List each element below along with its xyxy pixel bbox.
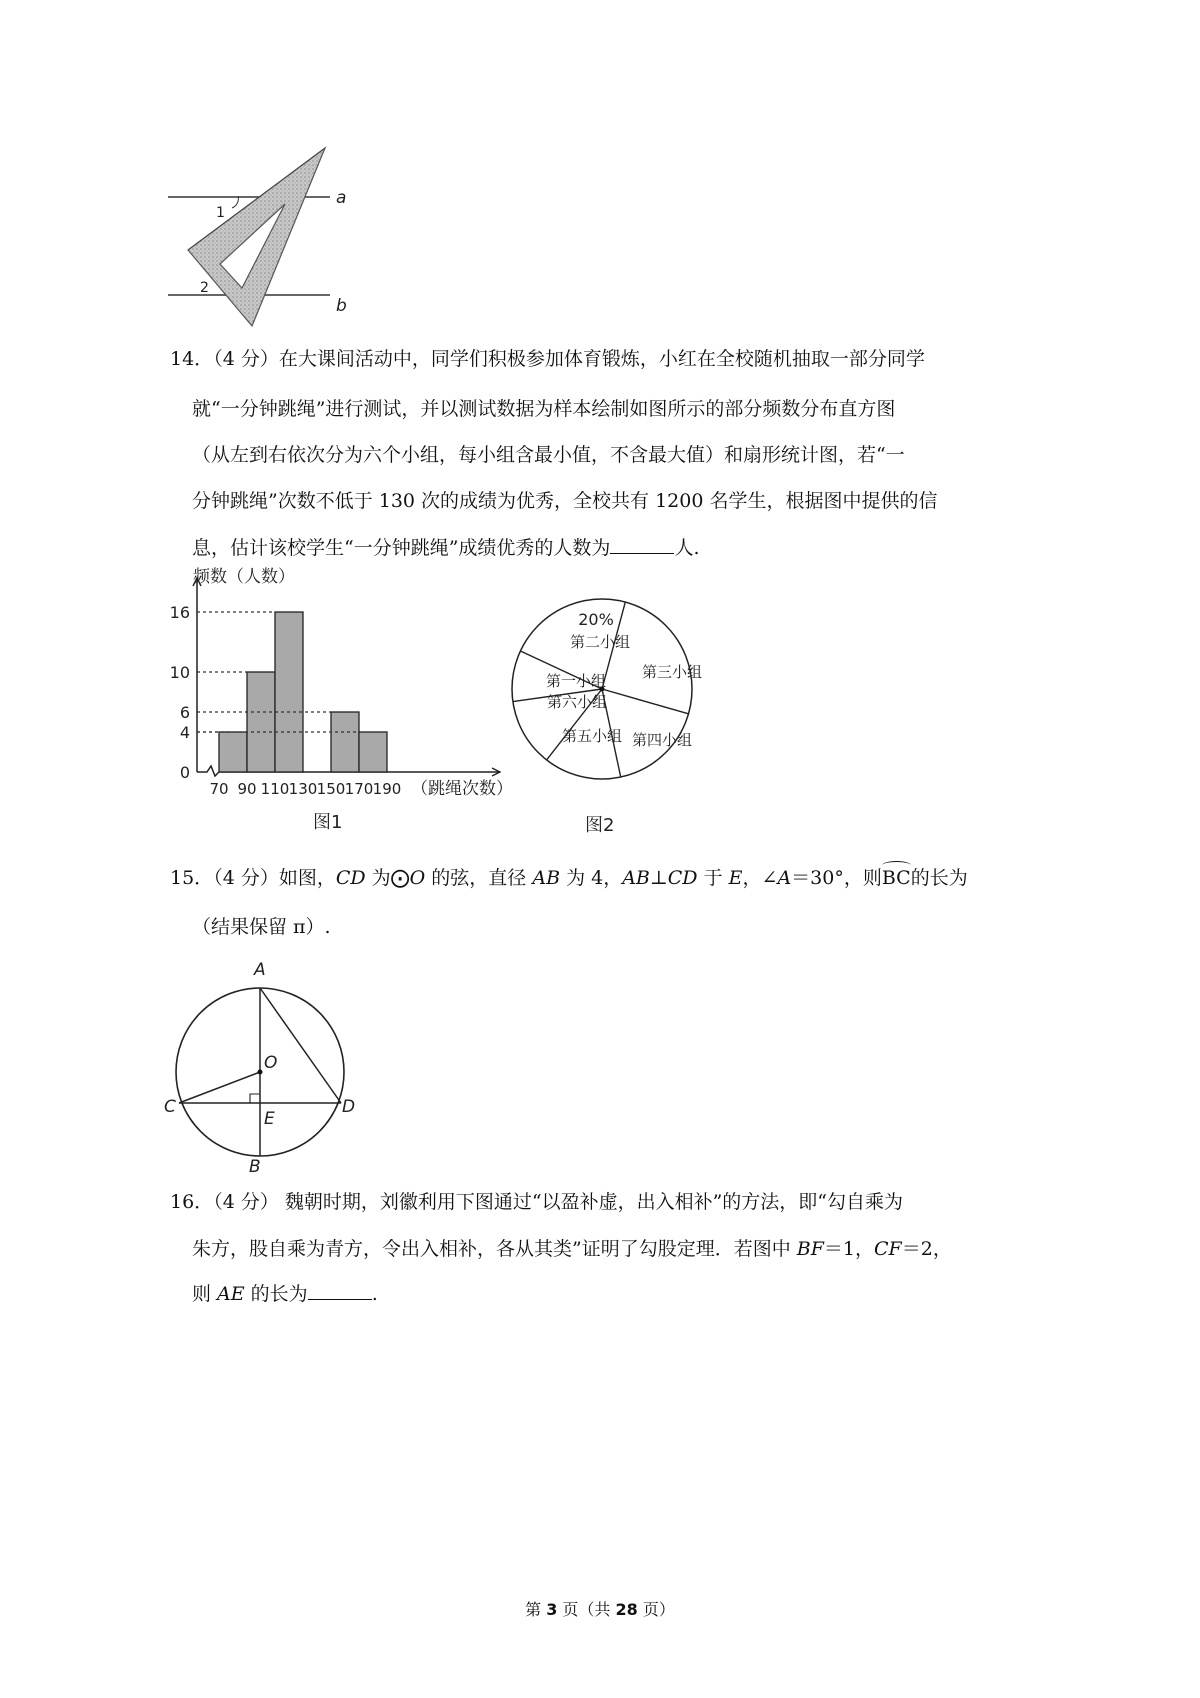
pie-slice-label: 第六小组 xyxy=(547,693,608,711)
histogram-xlabel: （跳绳次数） xyxy=(411,779,513,799)
answer-blank[interactable] xyxy=(308,1281,372,1300)
arc-bc: BC xyxy=(882,866,911,890)
page-footer: 第 3 页（共 28 页） xyxy=(525,1600,675,1619)
x-tick-label: 90 xyxy=(237,780,257,798)
pie-slice-label: 第一小组 xyxy=(546,672,607,690)
histogram-bar xyxy=(275,612,303,772)
y-tick-label: 6 xyxy=(179,703,190,722)
q14-line-3: （从左到右依次分为六个小组，每小组含最小值，不含最大值）和扇形统计图，若“一 xyxy=(192,444,905,466)
q14-score: （4 分） xyxy=(213,348,279,370)
x-tick-label: 110 xyxy=(260,780,290,798)
label-C: C xyxy=(164,1097,176,1117)
angle-2-label: 2 xyxy=(200,280,209,296)
q15-line-1: 15．（4 分）如图，CD 为⨀O 的弦，直径 AB 为 4，AB⊥CD 于 E，∠A＝30°，则 BC的长为 xyxy=(170,866,968,890)
label-D: D xyxy=(342,1097,356,1117)
pie-slice-label: 第三小组 xyxy=(642,663,703,681)
histogram-chart xyxy=(155,560,535,840)
y-tick-label: 16 xyxy=(169,603,190,622)
answer-blank[interactable] xyxy=(610,535,674,554)
q16-line-3: 则 AE 的长为 . xyxy=(192,1283,378,1305)
histogram-caption: 图1 xyxy=(313,812,343,833)
angle-1-label: 1 xyxy=(216,205,225,221)
pie-slice-label: 第五小组 xyxy=(562,727,623,745)
q16-line-2: 朱方，股自乘为青方，令出入相补，各从其类”证明了勾股定理．若图中 BF＝1，CF＝2， xyxy=(192,1238,952,1260)
pie-slice-label: 第四小组 xyxy=(632,731,693,749)
histogram-ylabel: 频数（人数） xyxy=(193,567,295,587)
histogram-bar xyxy=(219,732,247,772)
y-tick-label: 0 xyxy=(179,763,190,782)
y-tick-label: 10 xyxy=(169,663,190,682)
q15-line-2: （结果保留 π）. xyxy=(192,916,331,938)
label-E: E xyxy=(264,1109,275,1129)
pie-value-label: 20% xyxy=(578,610,614,629)
q14-number: 14． xyxy=(170,348,214,370)
x-tick-label: 130 xyxy=(288,780,318,798)
triangle-ruler xyxy=(188,148,325,326)
line-a-label: a xyxy=(336,188,347,208)
circle-figure xyxy=(160,955,360,1175)
histogram-bar xyxy=(359,732,387,772)
x-tick-label: 150 xyxy=(316,780,346,798)
current-page: 3 xyxy=(546,1600,558,1619)
pie-chart xyxy=(505,585,705,835)
pie-slice-label: 第二小组 xyxy=(570,633,631,651)
label-O: O xyxy=(264,1053,278,1073)
q14-line-4: 分钟跳绳”次数不低于 130 次的成绩为优秀，全校共有 1200 名学生，根据图中提供的信 xyxy=(192,490,938,512)
line-b-label: b xyxy=(336,296,347,316)
q14-line-1 xyxy=(170,347,925,371)
label-A: A xyxy=(254,960,266,980)
set-square-figure xyxy=(160,140,360,340)
label-B: B xyxy=(249,1157,261,1175)
q16-line-1: 16．（4 分） 魏朝时期，刘徽利用下图通过“以盈补虚，出入相补”的方法，即“勾自乘为 xyxy=(170,1191,904,1213)
x-tick-label: 70 xyxy=(209,780,229,798)
x-tick-label: 190 xyxy=(372,780,402,798)
q14-line-5: 息，估计该校学生“一分钟跳绳”成绩优秀的人数为 人. xyxy=(192,537,700,559)
histogram-bar xyxy=(331,712,359,772)
histogram-bar xyxy=(247,672,275,772)
q14-text-1: 在大课间活动中，同学们积极参加体育锻炼，小红在全校随机抽取一部分同学 xyxy=(278,348,925,370)
x-tick-label: 170 xyxy=(344,780,374,798)
total-pages: 28 xyxy=(615,1600,638,1619)
pie-caption: 图2 xyxy=(585,815,615,835)
q14-line-2: 就“一分钟跳绳”进行测试，并以测试数据为样本绘制如图所示的部分频数分布直方图 xyxy=(192,398,896,420)
y-tick-label: 4 xyxy=(179,723,190,742)
